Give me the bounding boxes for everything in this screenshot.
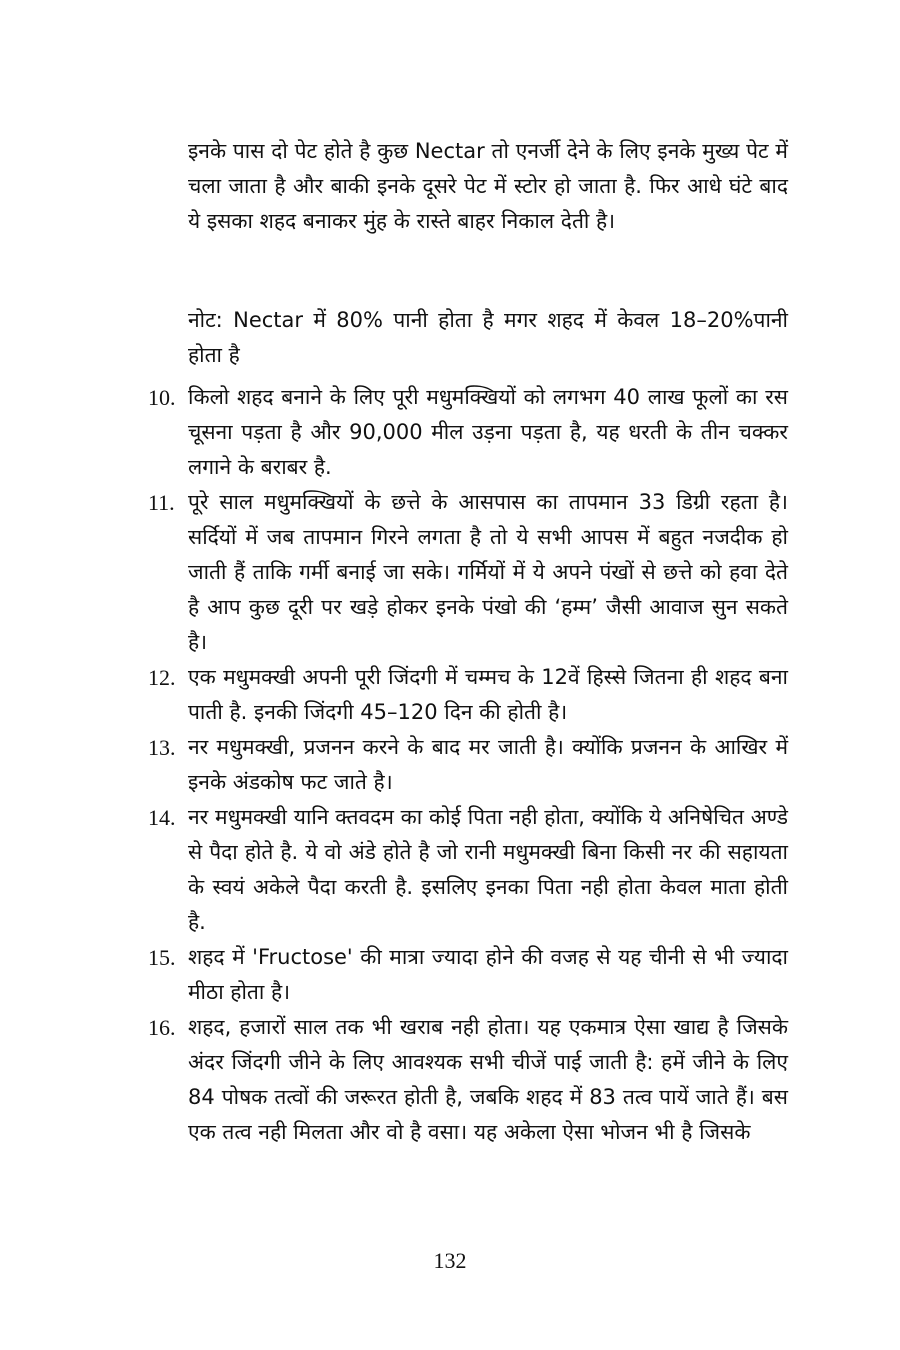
- list-item: [148, 1010, 788, 1150]
- item-number: 14.: [148, 805, 176, 830]
- item-text: नर मधुमक्खी यानि क्तवदम का कोई पिता नही होता, क्योंकि ये अनिषेचित अण्डे से पैदा होते है. ये वो अंडे होते है जो रानी मधुमक्खी बिना किसी नर की सहायता के स्वयं अकेले पैदा करती है. इसलिए इनका पिता नही होता केवल माता होती है.: [188, 805, 788, 934]
- intro-paragraph: इनके पास दो पेट होते है कुछ Nectar तो एनर्जी देने के लिए इनके मुख्य पेट में चला जाता है और बाकी इनके दूसरे पेट में स्टोर हो जाता है. फिर आधे घंटे बाद ये इसका शहद बनाकर मुंह के रास्ते बाहर निकाल देती है।: [188, 139, 788, 233]
- item-number: 13.: [148, 735, 176, 760]
- item-number: 10.: [148, 385, 176, 410]
- item-text: शहद, हजारों साल तक भी खराब नही होता। यह एकमात्र ऐसा खाद्य है जिसके अंदर जिंदगी जीने के लिए आवश्यक सभी चीजें पाई जाती है: हमें जीने के लिए 84 पोषक तत्वों की जरूरत होती है, जबकि शहद में 83 तत्व पायें जाते हैं। बस एक तत्व नही मिलता और वो है वसा। यह अकेला ऐसा भोजन भी है जिसके: [188, 1015, 788, 1144]
- list-item: [148, 660, 788, 730]
- item-text: किलो शहद बनाने के लिए पूरी मधुमक्खियों को लगभग 40 लाख फूलों का रस चूसना पड़ता है और 90,000 मील उड़ना पड़ता है, यह धरती के तीन चक्कर लगाने के बराबर है.: [188, 385, 788, 479]
- list-item: [148, 940, 788, 1010]
- list-item: [148, 800, 788, 940]
- item-number: 11.: [148, 490, 175, 515]
- item-text: नर मधुमक्खी, प्रजनन करने के बाद मर जाती है। क्योंकि प्रजनन के आखिर में इनके अंडकोष फट जाते है।: [188, 735, 788, 794]
- item-text: एक मधुमक्खी अपनी पूरी जिंदगी में चम्मच के 12वें हिस्से जितना ही शहद बना पाती है. इनकी जिंदगी 45–120 दिन की होती है।: [188, 665, 788, 724]
- page-number: 132: [433, 1248, 467, 1273]
- item-number: 12.: [148, 665, 176, 690]
- facts-list: [148, 380, 788, 1150]
- note-paragraph: नोट: Nectar में 80% पानी होता है मगर शहद में केवल 18–20%पानी होता है: [188, 308, 788, 367]
- item-number: 15.: [148, 945, 176, 970]
- list-item: [148, 730, 788, 800]
- item-text: पूरे साल मधुमक्खियों के छत्ते के आसपास का तापमान 33 डिग्री रहता है। सर्दियों में जब तापमान गिरने लगता है तो ये सभी आपस में बहुत नजदीक हो जाती हैं ताकि गर्मी बनाई जा सके। गर्मियों में ये अपने पंखों से छत्ते को हवा देते है आप कुछ दूरी पर खड़े होकर इनके पंखो की ‘हम्म’ जैसी आवाज सुन सकते है।: [188, 490, 788, 654]
- item-number: 16.: [148, 1015, 176, 1040]
- item-text: शहद में 'Fructose' की मात्रा ज्यादा होने की वजह से यह चीनी से भी ज्यादा मीठा होता है।: [188, 945, 788, 1004]
- list-item: [148, 485, 788, 660]
- list-item: [148, 380, 788, 485]
